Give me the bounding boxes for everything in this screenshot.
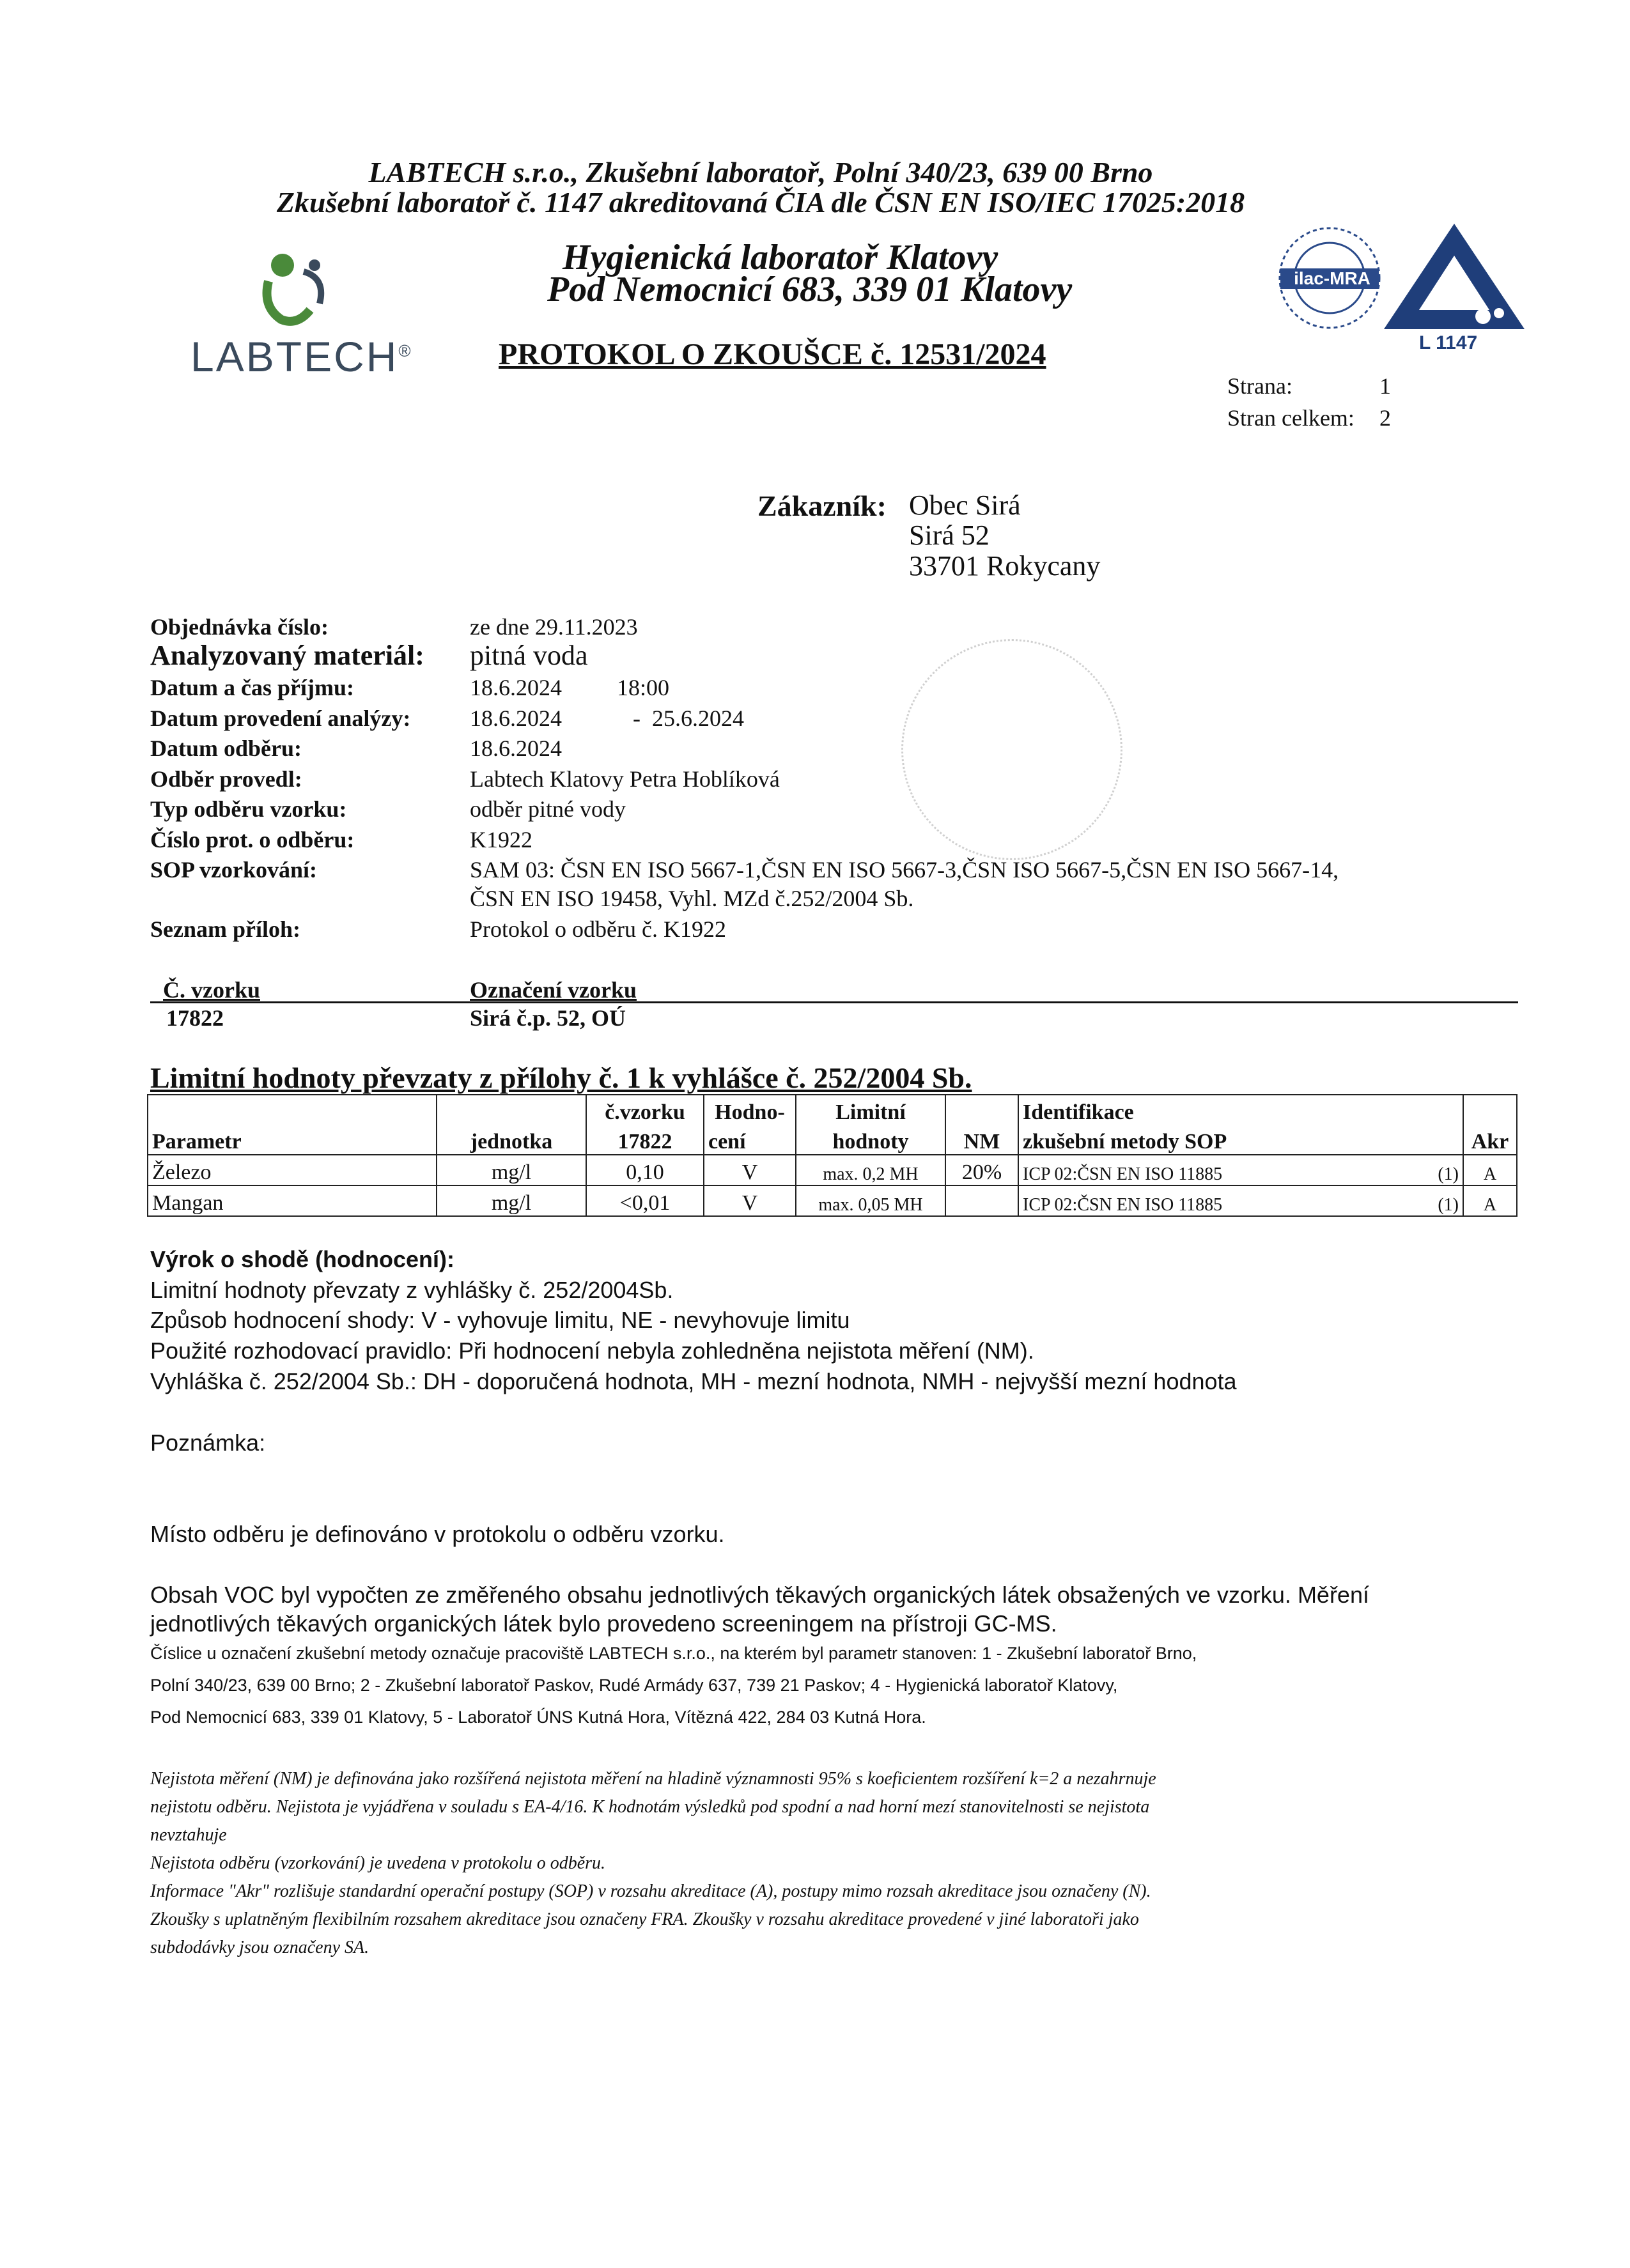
cell-param: Železo xyxy=(148,1155,437,1185)
faint-stamp xyxy=(901,639,1122,860)
ilac-text: ilac-MRA xyxy=(1294,268,1370,288)
table-row xyxy=(148,1185,1517,1216)
th-eval: cení xyxy=(704,1125,796,1155)
logo-registered: ® xyxy=(398,341,413,360)
th-top-akr xyxy=(1463,1095,1517,1125)
place-note: Místo odběru je definováno v protokolu o odběru vzorku. xyxy=(150,1521,725,1547)
cia-accreditation-icon xyxy=(1381,220,1528,332)
sampling-type-value: odběr pitné vody xyxy=(470,796,626,822)
th-top-limit: Limitní xyxy=(796,1095,945,1125)
lab-name: Hygienická laboratoř Klatovy xyxy=(563,238,998,277)
workplaces-line1: Číslice u označení zkušební metody označuje pracoviště LABTECH s.r.o., na kterém byl parametr stanoven: 1 - Zkušební laboratoř Brno, xyxy=(150,1644,1197,1663)
attachments-value: Protokol o odběru č. K1922 xyxy=(470,916,726,942)
customer-street: Sirá 52 xyxy=(909,520,990,551)
cell-workplace: (1) xyxy=(1397,1185,1463,1216)
th-top-eval: Hodno- xyxy=(704,1095,796,1125)
protocol-title: PROTOKOL O ZKOUŠCE č. 12531/2024 xyxy=(499,337,1046,371)
note-line: subdodávky jsou označeny SA. xyxy=(150,1938,369,1957)
conformity-title: Výrok o shodě (hodnocení): xyxy=(150,1246,455,1272)
sample-header-divider xyxy=(150,1001,1518,1003)
note-line: Zkoušky s uplatněným flexibilním rozsahem akreditace jsou označeny FRA. Zkoušky v rozsahu akreditace provedené v jiné laboratoři jako xyxy=(150,1909,1139,1929)
th-top-1 xyxy=(437,1095,586,1125)
cell-eval: V xyxy=(704,1155,796,1185)
note-line: Informace "Akr" rozlišuje standardní operační postupy (SOP) v rozsahu akreditace (A), postupy mimo rozsah akreditace jsou označeny (N). xyxy=(150,1881,1151,1901)
sampling-type-label: Typ odběru vzorku: xyxy=(150,796,347,822)
sample-number: 17822 xyxy=(166,1005,224,1031)
labtech-logo-text xyxy=(190,332,413,381)
company-header-line1: LABTECH s.r.o., Zkušební laboratoř, Polní 340/23, 639 00 Brno xyxy=(368,156,1153,189)
logo-word: LABTECH xyxy=(190,333,399,380)
received-label: Datum a čas příjmu: xyxy=(150,675,354,700)
sampling-date-label: Datum odběru: xyxy=(150,736,302,761)
sample-designation-header: Označení vzorku xyxy=(470,977,637,1003)
remark-label: Poznámka: xyxy=(150,1430,266,1456)
note-line: Nejistota měření (NM) je definována jako rozšířená nejistota měření na hladině významnosti 95% s koeficientem rozšíření k=2 a nezahrnuje xyxy=(150,1769,1156,1789)
cell-method: ICP 02:ČSN EN ISO 11885 xyxy=(1018,1185,1397,1216)
th-sample-number: 17822 xyxy=(586,1125,704,1155)
ilac-mra-badge xyxy=(1275,224,1384,332)
th-method: zkušební metody SOP xyxy=(1018,1125,1463,1155)
customer-city: 33701 Rokycany xyxy=(909,550,1101,582)
order-value: ze dne 29.11.2023 xyxy=(470,614,638,640)
material-value: pitná voda xyxy=(470,640,588,671)
customer-label: Zákazník: xyxy=(757,490,887,522)
received-date: 18.6.2024 xyxy=(470,675,562,700)
analysis-label: Datum provedení analýzy: xyxy=(150,706,411,731)
cell-workplace: (1) xyxy=(1397,1155,1463,1185)
th-limit: hodnoty xyxy=(796,1125,945,1155)
cell-param: Mangan xyxy=(148,1185,437,1216)
sampling-protocol-label: Číslo prot. o odběru: xyxy=(150,827,355,852)
sop-value-line1: SAM 03: ČSN EN ISO 5667-1,ČSN EN ISO 5667-3,ČSN ISO 5667-5,ČSN EN ISO 5667-14, xyxy=(470,857,1339,883)
lab-address: Pod Nemocnicí 683, 339 01 Klatovy xyxy=(547,270,1073,309)
results-table xyxy=(147,1094,1517,1217)
sampling-protocol-value: K1922 xyxy=(470,827,532,852)
cell-limit: max. 0,2 MH xyxy=(796,1155,945,1185)
material-label: Analyzovaný materiál: xyxy=(150,640,424,671)
order-label: Objednávka číslo: xyxy=(150,614,329,640)
conformity-line2: Způsob hodnocení shody: V - vyhovuje limitu, NE - nevyhovuje limitu xyxy=(150,1307,850,1333)
page-label: Strana: xyxy=(1227,373,1292,399)
cell-method: ICP 02:ČSN EN ISO 11885 xyxy=(1018,1155,1397,1185)
sample-designation: Sirá č.p. 52, OÚ xyxy=(470,1005,626,1031)
conformity-line1: Limitní hodnoty převzaty z vyhlášky č. 252/2004Sb. xyxy=(150,1277,674,1303)
cell-nm: 20% xyxy=(945,1155,1018,1185)
cell-nm xyxy=(945,1185,1018,1216)
th-top-method: Identifikace xyxy=(1018,1095,1463,1125)
cell-akr: A xyxy=(1463,1155,1517,1185)
sampler-label: Odběr provedl: xyxy=(150,766,302,792)
th-akr: Akr xyxy=(1463,1125,1517,1155)
th-param: Parametr xyxy=(148,1125,437,1155)
th-top-sample: č.vzorku xyxy=(586,1095,704,1125)
cia-code: L 1147 xyxy=(1419,332,1478,353)
sampling-date-value: 18.6.2024 xyxy=(470,736,562,761)
cell-limit: max. 0,05 MH xyxy=(796,1185,945,1216)
note-line: nejistotu odběru. Nejistota je vyjádřena v souladu s EA-4/16. K hodnotám výsledků pod spodní a nad horní mezí stanovitelnosti se nejistota xyxy=(150,1797,1150,1817)
th-unit: jednotka xyxy=(437,1125,586,1155)
note-line: nevztahuje xyxy=(150,1825,227,1845)
workplaces-line3: Pod Nemocnicí 683, 339 01 Klatovy, 5 - Laboratoř ÚNS Kutná Hora, Vítězná 422, 284 03 Kutná Hora. xyxy=(150,1708,926,1727)
labtech-logo-icon xyxy=(243,246,345,329)
note-line: Nejistota odběru (vzorkování) je uvedena v protokolu o odběru. xyxy=(150,1853,606,1873)
voc-line1: Obsah VOC byl vypočten ze změřeného obsahu jednotlivých těkavých organických látek obsažených ve vzorku. Měření xyxy=(150,1582,1369,1608)
pages-total-label: Stran celkem: xyxy=(1227,405,1354,431)
analysis-to: - 25.6.2024 xyxy=(633,706,744,731)
workplaces-line2: Polní 340/23, 639 00 Brno; 2 - Zkušební laboratoř Paskov, Rudé Armády 637, 739 21 Paskov; 4 - Hygienická laboratoř Klatovy, xyxy=(150,1676,1118,1695)
cell-akr: A xyxy=(1463,1185,1517,1216)
customer-name: Obec Sirá xyxy=(909,490,1021,521)
cell-unit: mg/l xyxy=(437,1185,586,1216)
table-header-row-top xyxy=(148,1095,1517,1125)
th-top-0 xyxy=(148,1095,437,1125)
cell-value: <0,01 xyxy=(586,1185,704,1216)
table-header-row-bottom xyxy=(148,1125,1517,1155)
page-value: 1 xyxy=(1379,373,1391,399)
conformity-line4: Vyhláška č. 252/2004 Sb.: DH - doporučená hodnota, MH - mezní hodnota, NMH - nejvyšší mezní hodnota xyxy=(150,1368,1237,1394)
sampler-value: Labtech Klatovy Petra Hoblíková xyxy=(470,766,780,792)
th-nm: NM xyxy=(945,1125,1018,1155)
sop-value-line2: ČSN EN ISO 19458, Vyhl. MZd č.252/2004 Sb. xyxy=(470,886,914,911)
table-row xyxy=(148,1155,1517,1185)
cell-unit: mg/l xyxy=(437,1155,586,1185)
voc-line2: jednotlivých těkavých organických látek bylo provedeno screeningem na přístroji GC-MS. xyxy=(150,1610,1057,1637)
attachments-label: Seznam příloh: xyxy=(150,916,301,942)
received-time: 18:00 xyxy=(617,675,670,700)
cell-value: 0,10 xyxy=(586,1155,704,1185)
sop-label: SOP vzorkování: xyxy=(150,857,318,883)
th-top-nm xyxy=(945,1095,1018,1125)
analysis-from: 18.6.2024 xyxy=(470,706,562,731)
limits-title: Limitní hodnoty převzaty z přílohy č. 1 k vyhlášce č. 252/2004 Sb. xyxy=(150,1061,972,1094)
company-header-line2: Zkušební laboratoř č. 1147 akreditovaná ČIA dle ČSN EN ISO/IEC 17025:2018 xyxy=(276,186,1245,219)
pages-total-value: 2 xyxy=(1379,405,1391,431)
sample-number-header: Č. vzorku xyxy=(163,977,260,1003)
cell-eval: V xyxy=(704,1185,796,1216)
conformity-line3: Použité rozhodovací pravidlo: Při hodnocení nebyla zohledněna nejistota měření (NM). xyxy=(150,1338,1034,1364)
